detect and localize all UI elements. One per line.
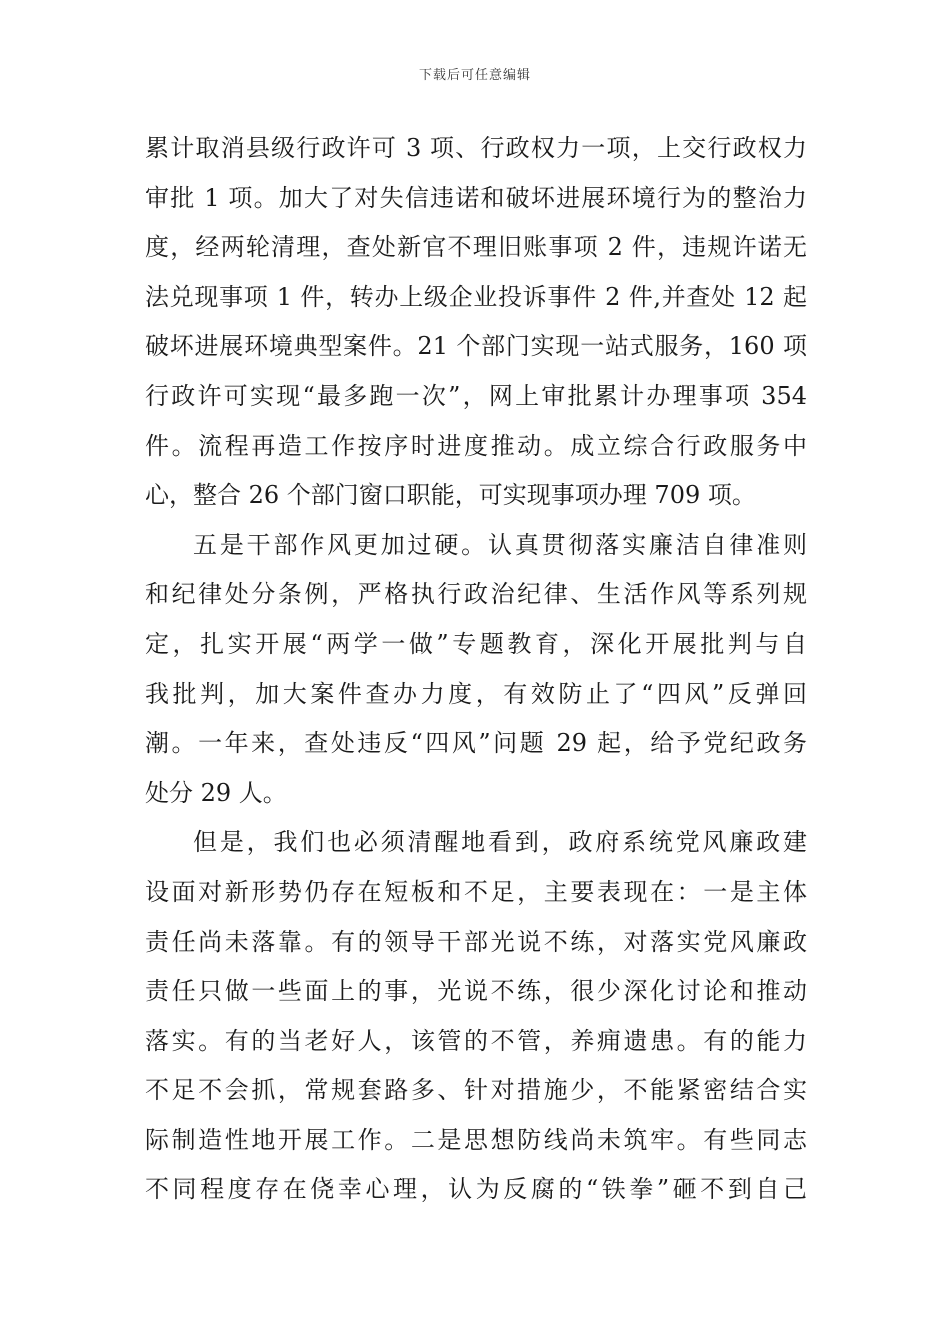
body-line: 但是，我们也必须清醒地看到，政府系统党风廉政建 [193, 828, 807, 857]
body-line: 件。流程再造工作按序时进度推动。成立综合行政服务中 [145, 431, 807, 460]
body-line: 法兑现事项 1 件，转办上级企业投诉事件 2 件,并查处 12 起 [145, 282, 807, 311]
body-line: 潮。一年来，查处违反“四风”问题 29 起，给予党纪政务 [145, 729, 807, 758]
page-header: 下载后可任意编辑 [418, 68, 531, 83]
body-line: 破坏进展环境典型案件。21 个部门实现一站式服务，160 项 [145, 332, 807, 361]
body-line: 不同程度存在侥幸心理，认为反腐的“铁拳”砸不到自己 [145, 1175, 807, 1204]
body-line: 我批判，加大案件查办力度，有效防止了“四风”反弹回 [145, 679, 807, 708]
body-line: 行政许可实现“最多跑一次”，网上审批累计办理事项 354 [145, 381, 807, 410]
body-line: 不足不会抓，常规套路多、针对措施少，不能紧密结合实 [145, 1076, 807, 1105]
body-line: 责任只做一些面上的事，光说不练，很少深化讨论和推动 [145, 977, 807, 1006]
body-line: 和纪律处分条例，严格执行政治纪律、生活作风等系列规 [145, 580, 807, 609]
body-line: 五是干部作风更加过硬。认真贯彻落实廉洁自律准则 [193, 530, 807, 559]
body-line: 处分 29 人。 [145, 778, 287, 807]
body-line: 度，经两轮清理，查处新官不理旧账事项 2 件，违规许诺无 [145, 233, 807, 262]
body-line: 心，整合 26 个部门窗口职能，可实现事项办理 709 项。 [145, 481, 756, 510]
body-line: 落实。有的当老好人，该管的不管，养痈遗患。有的能力 [145, 1026, 807, 1055]
body-line: 责任尚未落靠。有的领导干部光说不练，对落实党风廉政 [145, 927, 807, 956]
body-line: 定，扎实开展“两学一做”专题教育，深化开展批判与自 [145, 629, 807, 658]
body-line: 审批 1 项。加大了对失信违诺和破坏进展环境行为的整治力 [145, 183, 807, 212]
body-line: 设面对新形势仍存在短板和不足，主要表现在：一是主体 [145, 877, 807, 906]
body-line: 累计取消县级行政许可 3 项、行政权力一项，上交行政权力 [145, 134, 807, 162]
body-line: 际制造性地开展工作。二是思想防线尚未筑牢。有些同志 [145, 1125, 807, 1154]
document-body [145, 124, 807, 1215]
